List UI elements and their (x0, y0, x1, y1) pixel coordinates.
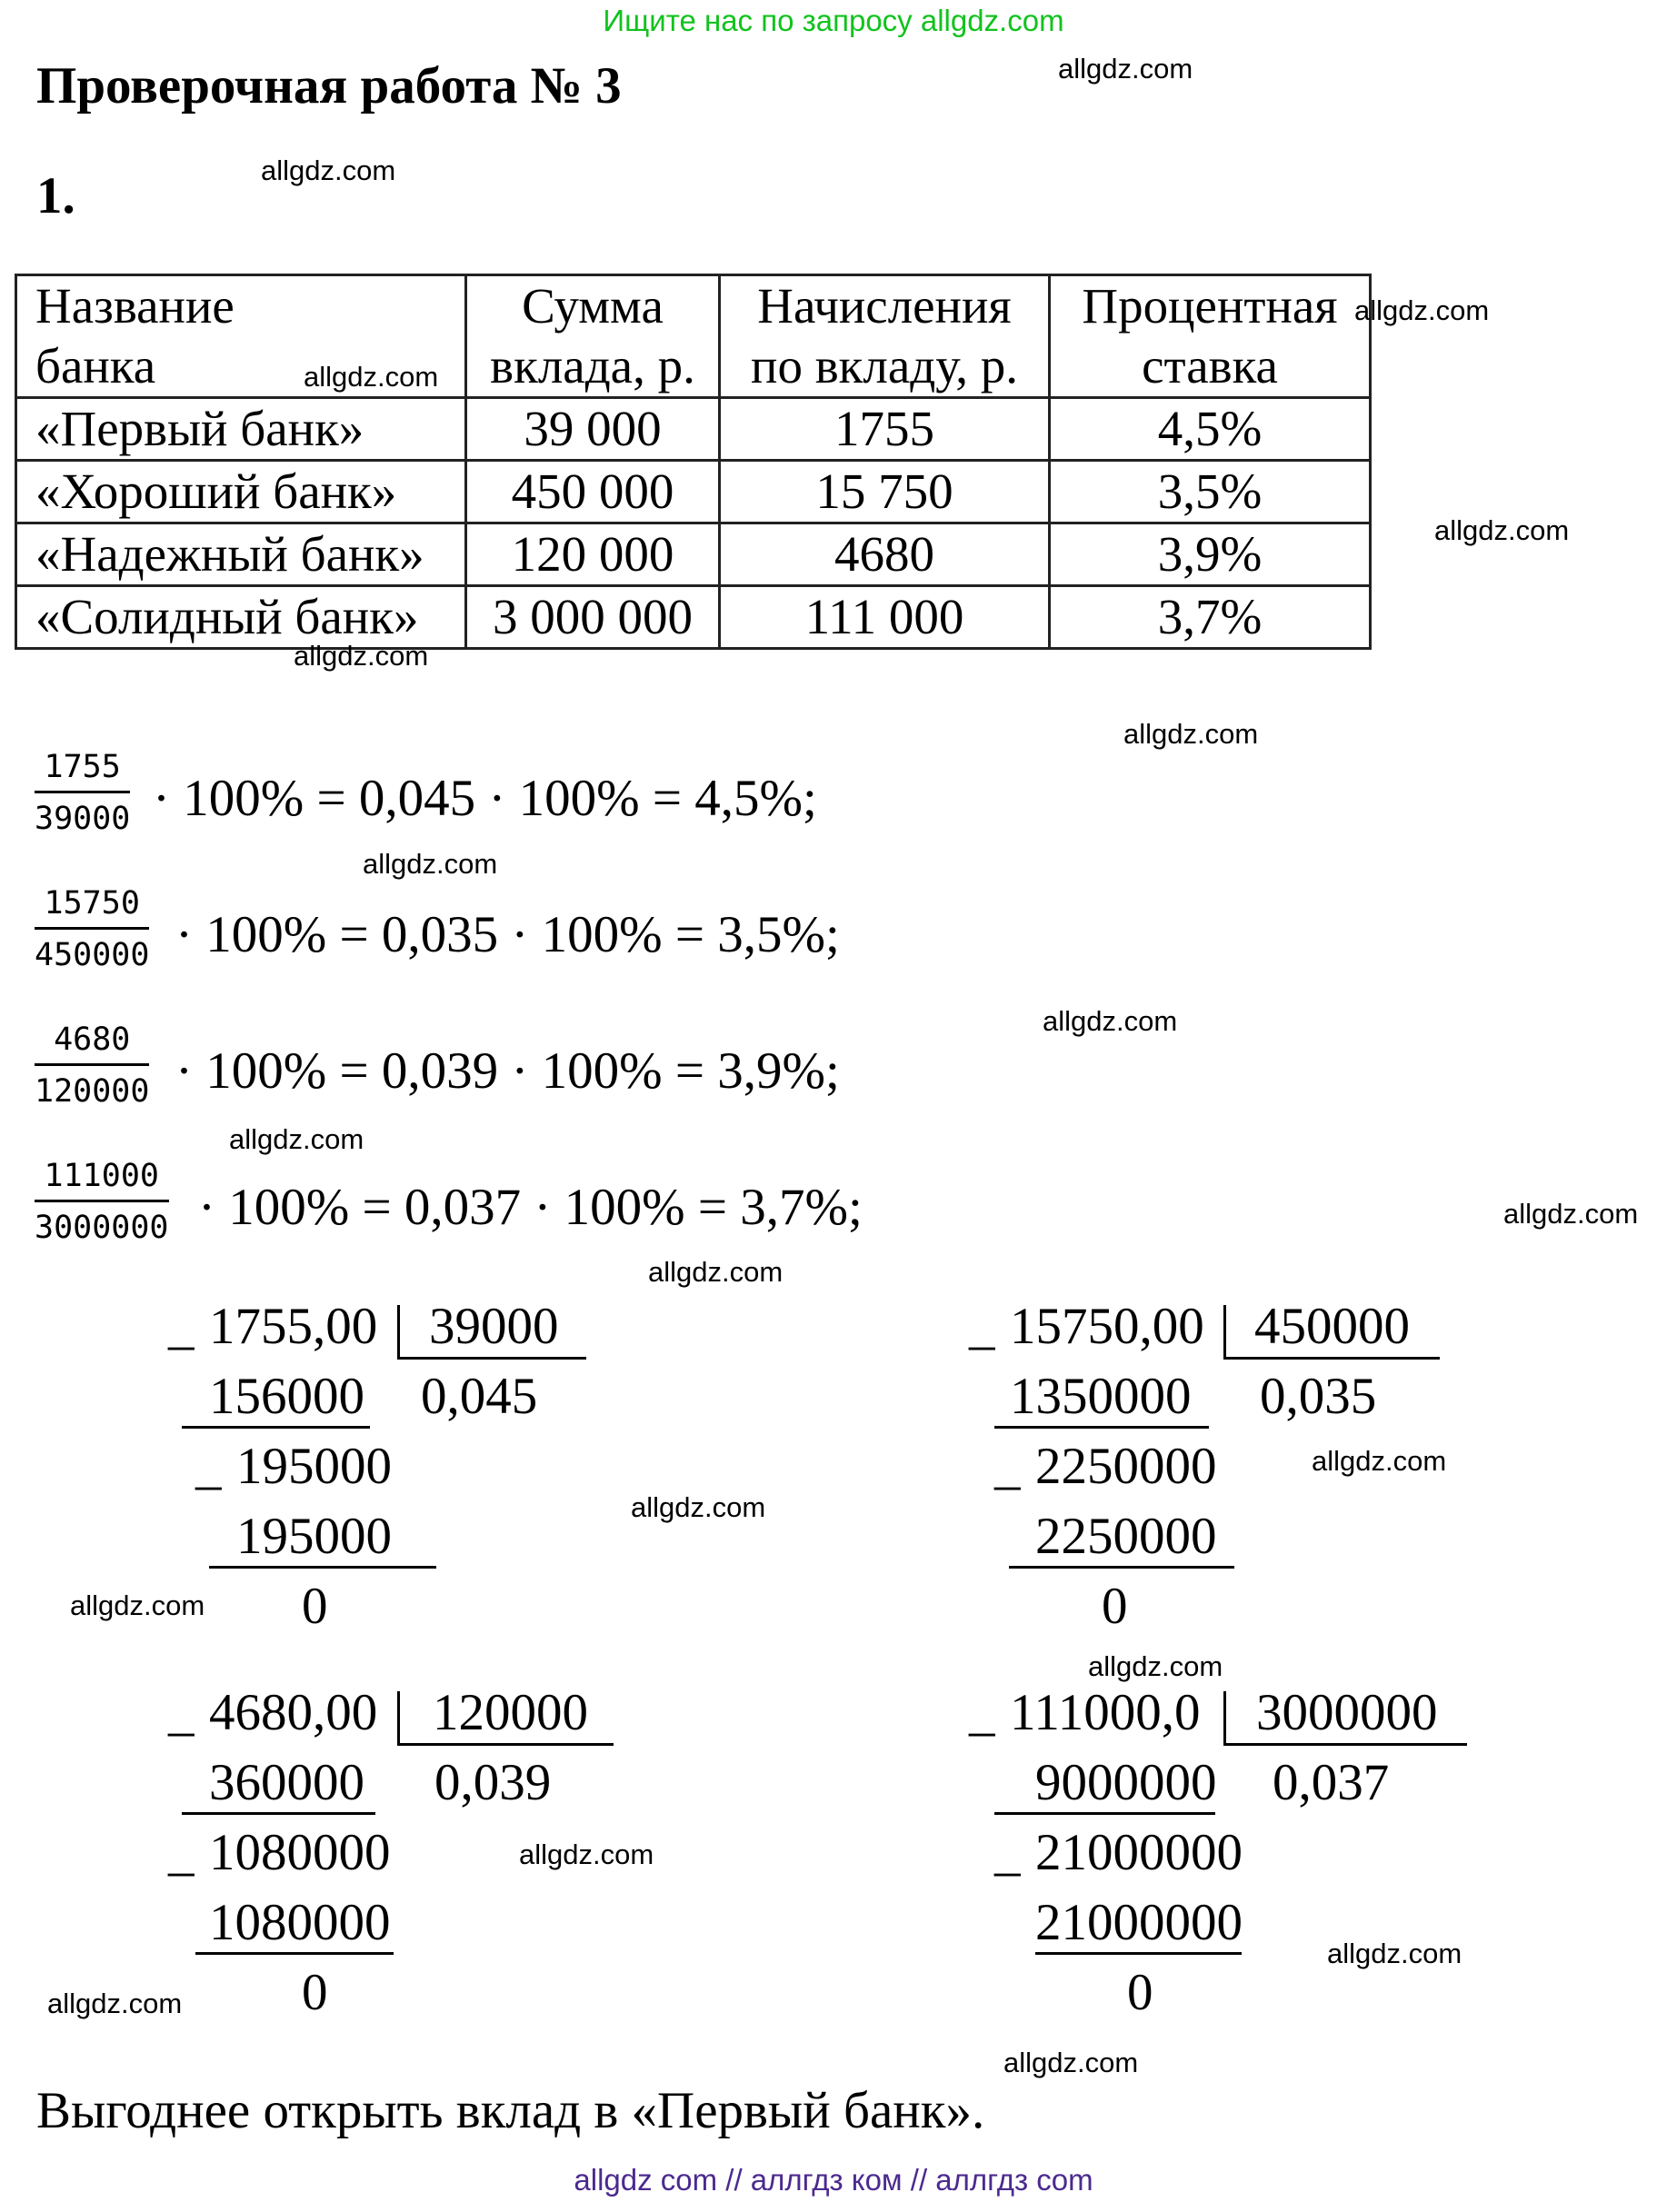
quotient: 0,045 (421, 1368, 538, 1425)
dividend: 15750,00 (1010, 1298, 1204, 1355)
cell-rate: 3,5% (1050, 461, 1371, 523)
minus-sign: _ (969, 1684, 995, 1741)
watermark: allgdz.com (70, 1589, 205, 1621)
watermark: allgdz.com (1088, 1650, 1223, 1682)
subtrahend-2-underline (1009, 1566, 1234, 1569)
minus-sign: _ (168, 1824, 195, 1881)
minus-sign: _ (994, 1438, 1021, 1495)
minus-sign: _ (168, 1684, 195, 1741)
top-banner: Ищите нас по запросу allgdz.com (603, 4, 1064, 37)
denominator: 450000 (35, 937, 150, 973)
cell-rate: 3,7% (1050, 586, 1371, 649)
subtrahend-2: 21000000 (1035, 1894, 1243, 1951)
remainder-final: 0 (1102, 1578, 1128, 1635)
quotient: 0,035 (1260, 1368, 1377, 1425)
subtrahend-2-underline (195, 1952, 394, 1955)
cell-bank: «Первый банк» (16, 398, 466, 461)
cell-rate: 4,5% (1050, 398, 1371, 461)
subtrahend-2: 2250000 (1035, 1508, 1217, 1565)
header-deposit-sum: Сумма вклада, р. (466, 275, 720, 398)
subtrahend-1: 360000 (209, 1754, 364, 1811)
watermark: allgdz.com (1503, 1198, 1639, 1230)
subtrahend-1-underline (182, 1426, 370, 1429)
divisor-underline (1223, 1357, 1440, 1360)
header-accruals: Начисления по вкладу, р. (720, 275, 1050, 398)
cell-sum: 39 000 (466, 398, 720, 461)
cell-sum: 3 000 000 (466, 586, 720, 649)
divisor-underline (1223, 1743, 1467, 1746)
cell-bank: «Надежный банк» (16, 523, 466, 586)
cell-bank: «Солидный банк» (16, 586, 466, 649)
cell-sum: 120 000 (466, 523, 720, 586)
numerator: 111000 (35, 1156, 169, 1202)
divisor: 3000000 (1256, 1684, 1438, 1741)
table-row (16, 586, 1371, 649)
remainder-1: 21000000 (1035, 1824, 1243, 1881)
watermark: allgdz.com (1123, 718, 1259, 750)
subtrahend-1: 1350000 (1010, 1368, 1192, 1425)
watermark: allgdz.com (363, 848, 498, 880)
cell-accrual: 15 750 (720, 461, 1050, 523)
dividend: 111000,0 (1010, 1684, 1201, 1741)
bank-rates-table (15, 274, 1372, 650)
subtrahend-1-underline (994, 1812, 1215, 1815)
table-header-row (16, 275, 1371, 398)
watermark: allgdz.com (1003, 2047, 1139, 2078)
remainder-final: 0 (1127, 1964, 1153, 2021)
task-number: 1. (36, 167, 75, 224)
fraction-3 (35, 1020, 149, 1111)
subtrahend-1: 156000 (209, 1368, 364, 1425)
watermark: allgdz.com (1354, 294, 1490, 326)
cell-accrual: 4680 (720, 523, 1050, 586)
subtrahend-1-underline (994, 1426, 1209, 1429)
table-row (16, 398, 1371, 461)
equation-4-text: · 100% = 0,037 · 100% = 3,7%; (198, 1179, 863, 1236)
cell-sum: 450 000 (466, 461, 720, 523)
watermark: allgdz.com (1327, 1938, 1462, 1969)
watermark: allgdz.com (631, 1491, 766, 1523)
numerator: 4680 (35, 1020, 149, 1066)
table-row (16, 523, 1371, 586)
watermark: allgdz.com (294, 640, 429, 672)
minus-sign: _ (195, 1438, 222, 1495)
cell-accrual: 1755 (720, 398, 1050, 461)
remainder-final: 0 (302, 1578, 328, 1635)
quotient: 0,037 (1273, 1754, 1390, 1811)
watermark: allgdz.com (519, 1838, 654, 1870)
minus-sign: _ (969, 1298, 995, 1355)
dividend: 4680,00 (209, 1684, 378, 1741)
watermark: allgdz.com (648, 1256, 784, 1288)
numerator: 15750 (35, 883, 149, 930)
minus-sign: _ (994, 1824, 1021, 1881)
page-title: Проверочная работа № 3 (36, 57, 622, 115)
division-bar (397, 1691, 400, 1744)
division-bar (1223, 1691, 1226, 1744)
denominator: 3000000 (35, 1210, 169, 1246)
quotient: 0,039 (434, 1754, 552, 1811)
divisor: 450000 (1254, 1298, 1410, 1355)
watermark: allgdz.com (229, 1123, 364, 1155)
divisor: 120000 (433, 1684, 588, 1741)
cell-rate: 3,9% (1050, 523, 1371, 586)
fraction-1 (35, 747, 130, 839)
watermark: allgdz.com (47, 1988, 183, 2019)
minus-sign: _ (168, 1298, 195, 1355)
denominator: 120000 (35, 1073, 150, 1110)
watermark: allgdz.com (261, 154, 396, 186)
equation-2-text: · 100% = 0,035 · 100% = 3,5%; (175, 906, 840, 963)
remainder-final: 0 (302, 1964, 328, 2021)
cell-bank: «Хороший банк» (16, 461, 466, 523)
watermark: allgdz.com (1312, 1445, 1447, 1477)
watermark: allgdz.com (1043, 1005, 1178, 1037)
equation-3-text: · 100% = 0,039 · 100% = 3,9%; (175, 1042, 840, 1100)
watermark: allgdz.com (304, 361, 439, 393)
cell-accrual: 111 000 (720, 586, 1050, 649)
subtrahend-2: 1080000 (209, 1894, 391, 1951)
divisor: 39000 (429, 1298, 559, 1355)
watermark: allgdz.com (1434, 514, 1570, 546)
denominator: 39000 (35, 801, 131, 837)
subtrahend-1: 9000000 (1035, 1754, 1217, 1811)
subtrahend-2: 195000 (236, 1508, 392, 1565)
remainder-1: 2250000 (1035, 1438, 1217, 1495)
header-interest-rate: Процентная ставка (1050, 275, 1371, 398)
footer-links: allgdz com // аллгдз ком // аллгдз com (574, 2163, 1093, 2197)
answer-text: Выгоднее открыть вклад в «Первый банк». (36, 2082, 985, 2139)
fraction-4 (35, 1156, 169, 1248)
table-row (16, 461, 1371, 523)
fraction-2 (35, 883, 149, 975)
subtrahend-1-underline (182, 1812, 375, 1815)
subtrahend-2-underline (1035, 1952, 1242, 1955)
divisor-underline (397, 1743, 614, 1746)
division-bar (1223, 1305, 1226, 1358)
remainder-1: 195000 (236, 1438, 392, 1495)
subtrahend-2-underline (209, 1566, 436, 1569)
remainder-1: 1080000 (209, 1824, 391, 1881)
division-bar (397, 1305, 400, 1358)
header-bank-name: Название банка (16, 275, 466, 398)
dividend: 1755,00 (209, 1298, 378, 1355)
divisor-underline (397, 1357, 586, 1360)
watermark: allgdz.com (1058, 53, 1193, 85)
equation-1-text: · 100% = 0,045 · 100% = 4,5%; (153, 770, 817, 827)
numerator: 1755 (35, 747, 130, 793)
